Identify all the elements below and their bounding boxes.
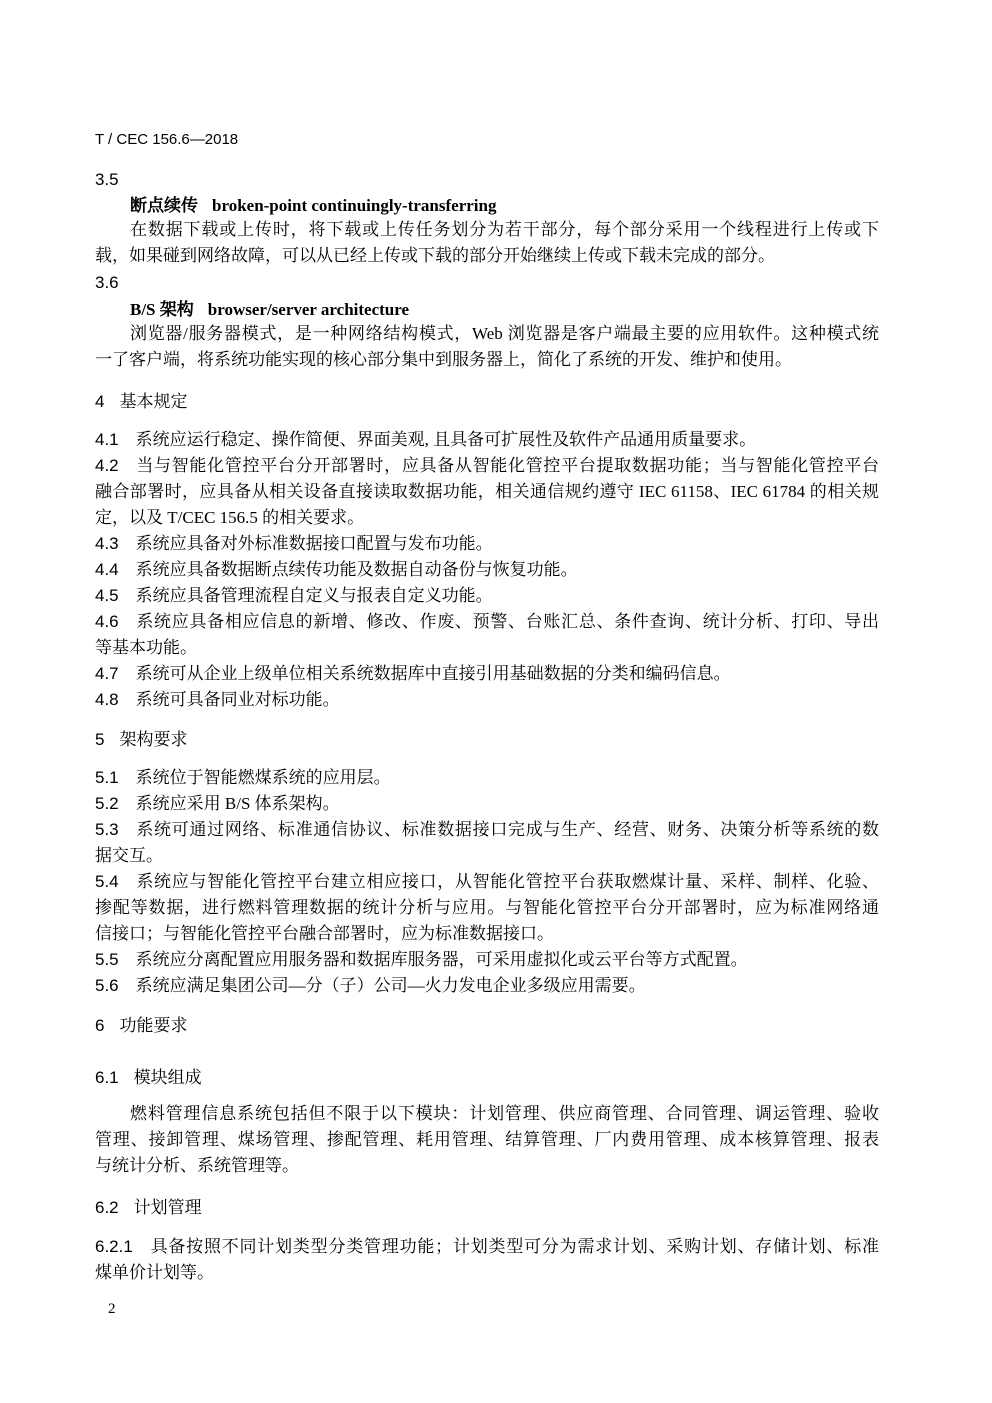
clause-4-4 <box>95 559 879 581</box>
term-definition-3-5-line-1: 在数据下载或上传时，将下载或上传任务划分为若干部分，每个部分采用一个线程进行上传或下 <box>130 220 879 239</box>
clause-text: 系统可从企业上级单位相关系统数据库中直接引用基础数据的分类和编码信息。 <box>135 664 731 683</box>
clause-number: 4.4 <box>95 560 119 579</box>
clause-5-5 <box>95 949 879 971</box>
clause-number: 6.2.1 <box>95 1237 133 1256</box>
clause-number: 5.1 <box>95 768 119 787</box>
clause-4-5 <box>95 585 879 607</box>
clause-4-2-line-3: 定，以及 T/CEC 156.5 的相关要求。 <box>95 508 365 527</box>
term-name-cn: 断点续传 <box>130 196 198 215</box>
subsection-heading-6-2 <box>95 1197 879 1219</box>
section-heading-5 <box>95 729 879 751</box>
subsection-number: 6.2 <box>95 1198 119 1217</box>
clause-4-8 <box>95 689 879 711</box>
clause-text: 系统应采用 B/S 体系架构。 <box>135 794 340 813</box>
clause-number: 4.1 <box>95 430 119 449</box>
standard-id: T / CEC 156.6—2018 <box>95 131 239 148</box>
clause-number: 4.8 <box>95 690 119 709</box>
clause-4-1 <box>95 429 879 451</box>
section-heading-6 <box>95 1015 879 1037</box>
clause-text: 当与智能化管控平台分开部署时，应具备从智能化管控平台提取数据功能；当与智能化管控平台 <box>135 456 879 475</box>
clause-number: 4.6 <box>95 612 119 631</box>
term-definition-3-6-line-2: 一了客户端，将系统功能实现的核心部分集中到服务器上，简化了系统的开发、维护和使用。 <box>95 350 792 369</box>
term-name-en: broken-point continuingly-transferring <box>212 196 497 215</box>
term-name-cn: B/S 架构 <box>130 300 194 319</box>
clause-text: 系统可具备同业对标功能。 <box>135 690 340 709</box>
paragraph-6-1-line-2: 管理、接卸管理、煤场管理、掺配管理、耗用管理、结算管理、厂内费用管理、成本核算管理、报表 <box>95 1130 879 1149</box>
clause-text: 系统可通过网络、标准通信协议、标准数据接口完成与生产、经营、财务、决策分析等系统的数 <box>135 820 879 839</box>
clause-number: 5.4 <box>95 872 119 891</box>
clause-text: 具备按照不同计划类型分类管理功能；计划类型可分为需求计划、采购计划、存储计划、标准 <box>149 1237 879 1256</box>
clause-number: 4.7 <box>95 664 119 683</box>
section-title: 功能要求 <box>119 1016 188 1036</box>
page-number: 2 <box>108 1301 116 1317</box>
section-number: 5 <box>95 730 105 749</box>
term-number-3-6: 3.6 <box>95 273 119 292</box>
clause-text: 系统应满足集团公司—分（子）公司—火力发电企业多级应用需要。 <box>135 976 646 995</box>
clause-text: 系统应分离配置应用服务器和数据库服务器，可采用虚拟化或云平台等方式配置。 <box>135 950 748 969</box>
clause-4-2-line-2: 融合部署时，应具备从相关设备直接读取数据功能，相关通信规约遵守 IEC 61158、IEC 61784 的相关规 <box>95 482 879 501</box>
clause-text: 系统应与智能化管控平台建立相应接口，从智能化管控平台获取燃煤计量、采样、制样、化验、 <box>135 872 879 891</box>
clause-text: 系统应具备对外标准数据接口配置与发布功能。 <box>135 534 493 553</box>
term-number-3-5: 3.5 <box>95 170 119 189</box>
term-definition-3-5-line-2: 载，如果碰到网络故障，可以从已经上传或下载的部分开始继续上传或下载未完成的部分。 <box>95 246 775 265</box>
subsection-title: 计划管理 <box>133 1198 202 1218</box>
clause-4-6 <box>95 611 879 633</box>
clause-5-4 <box>95 871 879 893</box>
clause-5-4-line-2: 掺配等数据，进行燃料管理数据的统计分析与应用。与智能化管控平台分开部署时，应为标准网络通 <box>95 898 879 917</box>
section-title: 基本规定 <box>119 392 188 412</box>
clause-number: 5.3 <box>95 820 119 839</box>
term-name-en: browser/server architecture <box>207 300 410 319</box>
subsection-heading-6-1 <box>95 1067 879 1089</box>
clause-text: 系统应具备数据断点续传功能及数据自动备份与恢复功能。 <box>135 560 578 579</box>
clause-5-6 <box>95 975 879 997</box>
clause-text: 系统应运行稳定、操作简便、界面美观, 且具备可扩展性及软件产品通用质量要求。 <box>135 430 757 449</box>
clause-number: 4.5 <box>95 586 119 605</box>
term-definition-3-6-line-1: 浏览器/服务器模式，是一种网络结构模式，Web 浏览器是客户端最主要的应用软件。这种模式统 <box>130 324 879 343</box>
subsection-number: 6.1 <box>95 1068 119 1087</box>
clause-text: 系统位于智能燃煤系统的应用层。 <box>135 768 391 787</box>
clause-5-2 <box>95 793 879 815</box>
clause-number: 5.6 <box>95 976 119 995</box>
term-heading-3-5 <box>130 195 496 217</box>
clause-text: 系统应具备管理流程自定义与报表自定义功能。 <box>135 586 493 605</box>
term-heading-3-6 <box>130 299 409 321</box>
clause-6-2-1-line-2: 煤单价计划等。 <box>95 1263 214 1282</box>
clause-5-3-line-2: 据交互。 <box>95 846 163 865</box>
clause-number: 5.2 <box>95 794 119 813</box>
clause-4-6-line-2: 等基本功能。 <box>95 638 197 657</box>
paragraph-6-1-line-1: 燃料管理信息系统包括但不限于以下模块：计划管理、供应商管理、合同管理、调运管理、验收 <box>130 1104 879 1123</box>
clause-4-3 <box>95 533 879 555</box>
clause-4-2 <box>95 455 879 477</box>
clause-number: 4.3 <box>95 534 119 553</box>
clause-number: 4.2 <box>95 456 119 475</box>
clause-6-2-1 <box>95 1236 879 1258</box>
clause-5-4-line-3: 信接口；与智能化管控平台融合部署时，应为标准数据接口。 <box>95 924 554 943</box>
clause-4-7 <box>95 663 879 685</box>
clause-5-3 <box>95 819 879 841</box>
paragraph-6-1-line-3: 与统计分析、系统管理等。 <box>95 1156 299 1175</box>
section-number: 6 <box>95 1016 105 1035</box>
clause-text: 系统应具备相应信息的新增、修改、作废、预警、台账汇总、条件查询、统计分析、打印、导出 <box>135 612 879 631</box>
section-number: 4 <box>95 392 105 411</box>
clause-number: 5.5 <box>95 950 119 969</box>
clause-5-1 <box>95 767 879 789</box>
section-heading-4 <box>95 391 879 413</box>
section-title: 架构要求 <box>119 730 188 750</box>
subsection-title: 模块组成 <box>133 1068 202 1088</box>
